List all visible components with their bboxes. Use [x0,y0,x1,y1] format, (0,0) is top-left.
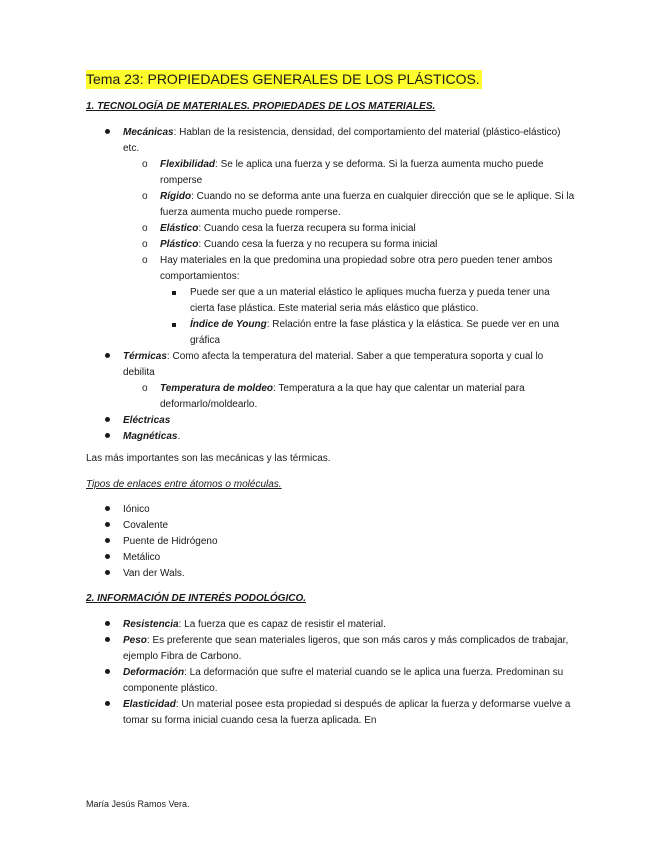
bullet-icon [105,433,110,438]
page-footer: María Jesús Ramos Vera. [86,799,190,809]
list-item: o Temperatura de moldeo: Temperatura a la que hay que calentar un material para deformarlo/moldearlo. [142,383,525,410]
circle-bullet-icon: o [142,191,148,202]
bullet-icon [105,637,110,642]
list-item: o Plástico: Cuando cesa la fuerza y no recupera su forma inicial [123,237,576,253]
mecanicas-sublist [123,157,576,349]
list-item-termicas: Térmicas: Como afecta la temperatura del material. Saber a que temperatura soporta y cual lo debilita o Temperatura de moldeo: Temperatura a la que hay que calentar un material para deformarlo/moldearlo. [86,349,576,413]
bullet-icon [105,570,110,575]
bullet-icon [105,506,110,511]
list-item: Peso: Es preferente que sean materiales ligeros, que son más caros y más complicados de trabajar, ejemplo Fibra de Carbono. [86,633,576,665]
list-item: Puede ser que a un material elástico le apliques mucha fuerza y pueda tener una cierta fase plástica. Este material seria más elástico que plástico. [160,285,576,317]
enlaces-heading: Tipos de enlaces entre átomos o moléculas. [86,479,282,490]
list-item: Deformación: La deformación que sufre el material cuando se le aplica una fuerza. Predominan su componente plástico. [86,665,576,697]
podologico-list [86,617,576,729]
circle-bullet-icon: o [142,255,148,266]
circle-bullet-icon: o [142,223,148,234]
properties-list [86,125,576,445]
bullet-icon [105,417,110,422]
bullet-icon [105,129,110,134]
list-item: o Elástico: Cuando cesa la fuerza recupera su forma inicial [123,221,576,237]
list-item: o Flexibilidad: Se le aplica una fuerza y se deforma. Si la fuerza aumenta mucho puede romperse [142,159,544,186]
list-item: Covalente [86,518,576,534]
bullet-icon [105,669,110,674]
circle-bullet-icon: o [142,383,148,394]
bullet-icon [105,621,110,626]
list-item: o Rígido: Cuando no se deforma ante una fuerza en cualquier dirección que se le aplique. Si la fuerza aumenta mucho puede romperse. [142,191,575,218]
ambos-sublist [160,285,576,349]
bullet-icon [105,701,110,706]
bullet-icon [105,554,110,559]
list-item: o Hay materiales en la que predomina una propiedad sobre otra pero pueden tener ambos comportamientos: Puede ser que a un material elástico le apliques mucha fuerza y pueda tener una cierta fase plástica. Este material seria más elástico que plástico. Índice de Young: Relación entre la fase plástica y la elástica. Se puede ver en una gráfica [123,253,576,349]
square-bullet-icon [172,291,176,295]
list-item: Metálico [86,550,576,566]
list-item-mecanicas: Mecánicas: Hablan de la resistencia, densidad, del comportamiento del material (plástico-elástico) etc. o Flexibilidad: Se le aplica una fuerza y se deforma. Si la fuerza aumenta mucho puede romperse o Rígido: Cuando no se deforma ante una fuerza en cualquier dirección que se le aplique. Si la fuerza aumenta mucho puede romperse. o Elástico: Cuando cesa la fuerza recupera su forma inicial o Plástico: Cuando cesa la fuerza y no recupera su forma inicial o Hay materiales en la que predomina una propiedad sobre otra pero pueden tener ambos comportamientos: Puede ser que a un material elástico le apliques mucha fuerza y pueda tener una cierta fase plástica. Este material seria más elástico que plástico. Índice de Young: Relación entre la fase plástica y la elástica. Se puede ver en una gráfica [86,125,576,349]
list-item: Elasticidad: Un material posee esta propiedad si después de aplicar la fuerza y deformarse vuelve a tomar su forma inicial cuando cesa la fuerza aplicada. En [86,697,576,729]
bullet-icon [105,538,110,543]
list-item-electricas: Eléctricas [86,413,576,429]
list-item: Índice de Young: Relación entre la fase plástica y la elástica. Se puede ver en una gráfica [160,317,576,349]
bullet-icon [105,522,110,527]
termicas-sublist [123,381,576,413]
section1-heading: 1. TECNOLOGÍA DE MATERIALES. PROPIEDADES DE LOS MATERIALES. [86,101,436,112]
paragraph: Las más importantes son las mecánicas y las térmicas. [86,453,331,464]
list-item: Iónico [86,502,576,518]
section2-heading: 2. INFORMACIÓN DE INTERÉS PODOLÓGICO. [86,593,307,604]
document-body [86,70,576,729]
bullet-icon [105,353,110,358]
list-item: Van der Wals. [86,566,576,582]
circle-bullet-icon: o [142,159,148,170]
square-bullet-icon [172,323,176,327]
list-item: Puente de Hidrógeno [86,534,576,550]
circle-bullet-icon: o [142,239,148,250]
page-title: Tema 23: PROPIEDADES GENERALES DE LOS PLÁSTICOS. [86,71,480,87]
list-item-magneticas: Magnéticas. [86,429,576,445]
list-item: Resistencia: La fuerza que es capaz de resistir el material. [86,617,576,633]
enlaces-list [86,502,576,582]
